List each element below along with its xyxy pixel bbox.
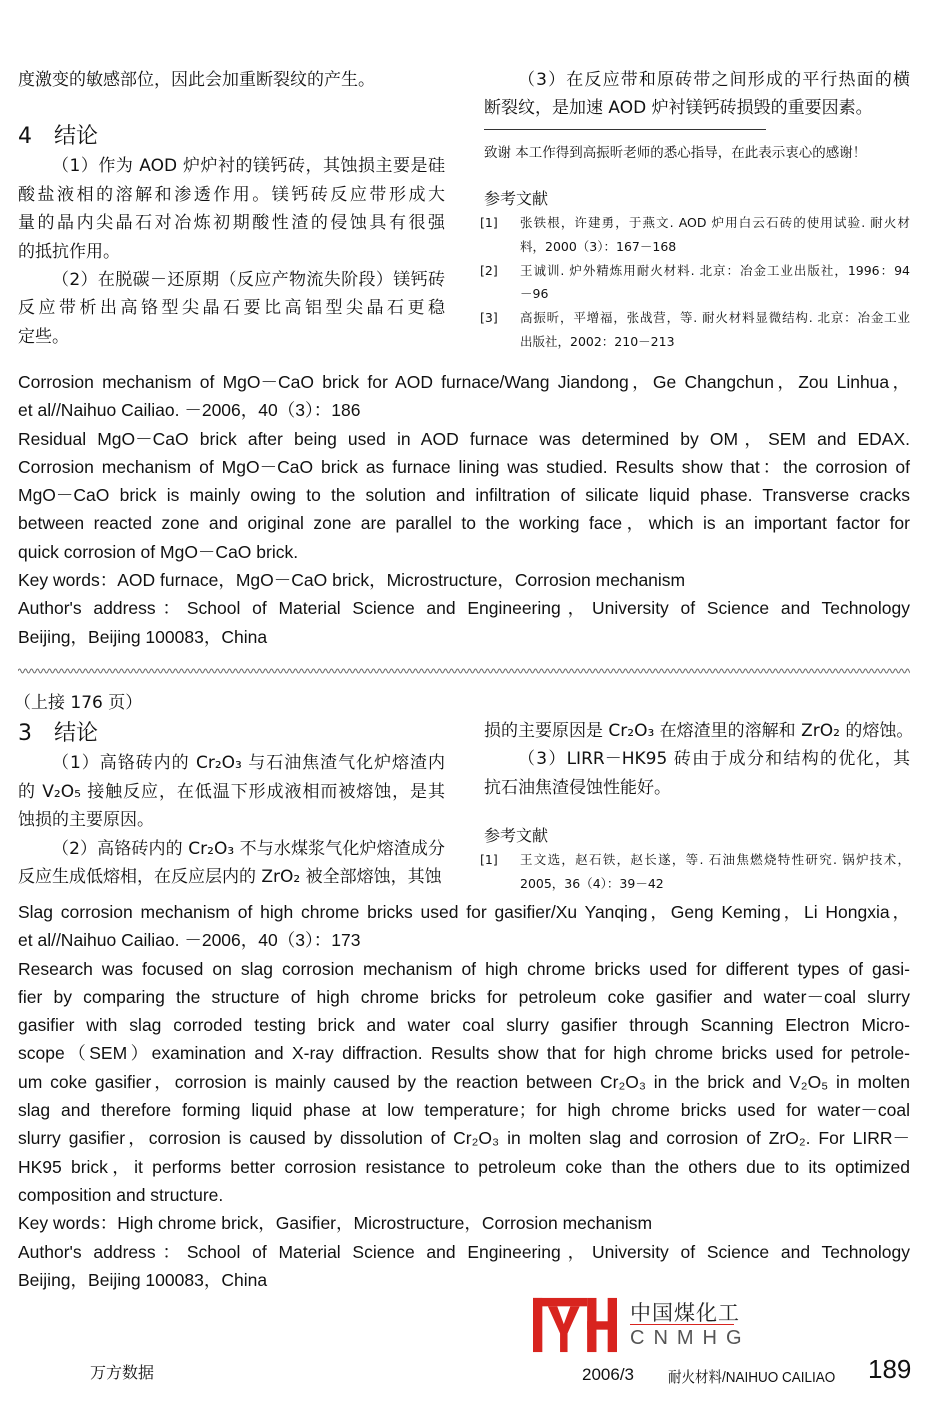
references-title: 参考文献 — [484, 826, 549, 845]
abstract-line: gasifier with slag corroded testing brick and water coal slurry gasifier through Scanning Electron Micro- — [18, 1015, 910, 1036]
abstract-line: Author's address：School of Material Science and Engineering，University of Science and Technology — [18, 598, 910, 619]
abstract-line: Key words：High chrome brick，Gasifier，Microstructure，Corrosion mechanism — [18, 1213, 653, 1234]
abstract-line: Residual MgO－CaO brick after being used in AOD furnace was determined by OM，SEM and EDAX. — [18, 428, 910, 449]
footer-issue: 2006/3 — [582, 1365, 634, 1384]
abstract-line: Research was focused on slag corrosion mechanism of high chrome bricks used for different types of gasi- — [18, 958, 910, 979]
footer-journal: 耐火材料/NAIHUO CAILIAO — [668, 1369, 836, 1386]
paragraph-line: 的 V₂O₅ 接触反应，在低温下形成液相而被熔蚀，是其 — [18, 781, 445, 802]
abstract-line: scope（SEM）examination and X-ray diffraction. Results show that for high chrome bricks used for petrole- — [18, 1043, 910, 1064]
section-number: 3 — [18, 721, 32, 747]
reference-item — [480, 211, 910, 259]
abstract-line: et al//Naihuo Cailiao. －2006，40（3）：173 — [18, 930, 361, 951]
reference-text: 高振昕，平增福，张战营，等. 耐火材料显微结构. 北京：冶金工业 — [520, 310, 910, 326]
abstract-title-line: Slag corrosion mechanism of high chrome bricks used for gasifier/Xu Yanqing，Geng Keming，Li Hongxia， — [18, 902, 910, 922]
reference-text: 张铁根，许建勇，于燕文. AOD 炉用白云石砖的使用试验. 耐火材 — [520, 215, 910, 230]
section-heading — [18, 719, 445, 749]
paragraph-line: 定些。 — [18, 326, 69, 347]
paragraph-line: （1）高铬砖内的 Cr₂O₃ 与石油焦渣气化炉熔渣内 — [52, 753, 445, 774]
logo-cn-text: 中国煤化工 — [630, 1301, 740, 1325]
abstract-line: Corrosion mechanism of MgO－CaO brick as furnace lining was studied. Results show that：the corrosion of — [18, 456, 910, 477]
reference-number: [3] — [480, 310, 498, 326]
paragraph-line: 损的主要原因是 Cr₂O₃ 在熔渣里的溶解和 ZrO₂ 的熔蚀。 — [484, 721, 914, 741]
conclusion-paragraph-3 — [484, 745, 910, 802]
reference-number: [2] — [480, 262, 498, 278]
abstract-line: et al//Naihuo Cailiao. －2006，40（3）：186 — [18, 400, 361, 421]
references-title: 参考文献 — [484, 189, 549, 208]
abstract-line: um coke gasifier，corrosion is mainly caused by the reaction between Cr₂O₃ in the brick and V₂O₅ in molten — [18, 1071, 910, 1092]
reference-text: －96 — [520, 286, 549, 302]
abstract-line: Beijing，Beijing 100083，China — [18, 1269, 268, 1290]
reference-item — [480, 259, 910, 307]
english-abstract-2 — [18, 898, 910, 1294]
paragraph-line: （2）在脱碳－还原期（反应产物流失阶段）镁钙砖 — [52, 270, 445, 291]
paragraph-line: （1）作为 AOD 炉炉衬的镁钙砖，其蚀损主要是硅 — [52, 156, 445, 177]
continued-note: （上接 176 页） — [14, 693, 143, 713]
paragraph-line: 的抵抗作用。 — [18, 241, 120, 262]
reference-number: [1] — [480, 852, 498, 867]
section-heading — [18, 122, 445, 152]
section-number: 4 — [18, 124, 32, 150]
abstract-line: slurry gasifier，corrosion is caused by dissolution of Cr₂O₃ in molten slag and corrosion of ZrO₂. For LIRR－ — [18, 1128, 910, 1149]
conclusion-paragraph-2 — [18, 835, 445, 892]
abstract-line: Author's address：School of Material Science and Engineering，University of Science and Technology — [18, 1241, 910, 1262]
paragraph-line: 抗石油焦渣侵蚀性能好。 — [484, 777, 671, 798]
paragraph-line: 反应生成低熔相，在反应层内的 ZrO₂ 被全部熔蚀，其蚀 — [18, 867, 442, 888]
reference-text: 料，2000（3）：167－168 — [520, 238, 677, 254]
paragraph-line: （3）LIRR－HK95 砖由于成分和结构的优化，其 — [518, 749, 910, 770]
abstract-line: slag and therefore forming liquid phase at low temperature；for high chrome bricks used for water－coal — [18, 1100, 910, 1121]
conclusion-paragraph-1 — [18, 749, 445, 834]
cnmhg-watermark-logo — [533, 1296, 751, 1354]
abstract-line: Beijing，Beijing 100083，China — [18, 626, 268, 647]
paragraph-line: 断裂纹，是加速 AOD 炉衬镁钙砖损毁的重要因素。 — [484, 98, 873, 119]
mh-logo-icon — [533, 1296, 617, 1354]
section-title: 结论 — [54, 124, 99, 150]
paragraph-line: 反应带析出高铬型尖晶石要比高铝型尖晶石更稳 — [18, 298, 445, 319]
footer-source: 万方数据 — [90, 1365, 155, 1382]
reference-text: 王文选，赵石铁，赵长遂，等. 石油焦燃烧特性研究. 锅炉技术， — [520, 852, 910, 867]
abstract-title-line: Corrosion mechanism of MgO－CaO brick for AOD furnace/Wang Jiandong，Ge Changchun，Zou Linhua， — [18, 372, 910, 392]
reference-text: 王诚训. 炉外精炼用耐火材料. 北京：冶金工业出版社，1996：94 — [520, 262, 910, 278]
paragraph-line: （2）高铬砖内的 Cr₂O₃ 不与水煤浆气化炉熔渣成分 — [52, 838, 445, 859]
abstract-line: between reacted zone and original zone are parallel to the working face，which is an important factor for — [18, 513, 910, 534]
paragraph-line: 度激变的敏感部位，因此会加重断裂纹的产生。 — [18, 70, 375, 90]
reference-list — [480, 211, 910, 354]
abstract-line: quick corrosion of MgO－CaO brick. — [18, 541, 299, 562]
reference-item — [480, 306, 910, 354]
top-left-column — [18, 66, 445, 351]
paragraph-line: 量的晶内尖晶石对冶炼初期酸性渣的侵蚀具有很强 — [18, 213, 445, 234]
reference-item — [480, 848, 910, 896]
footnote-rule — [484, 129, 766, 130]
abstract-line: HK95 brick，it performs better corrosion resistance to petroleum coke than the others due to its optimized — [18, 1156, 910, 1177]
reference-text: 出版社，2002：210－213 — [520, 333, 675, 349]
abstract-line: fier by comparing the structure of high chrome bricks for petroleum coke gasifier and water－coal slurry — [18, 986, 910, 1007]
page-number: 189 — [868, 1354, 912, 1384]
abstract-line: Key words：AOD furnace，MgO－CaO brick，Microstructure，Corrosion mechanism — [18, 570, 686, 591]
conclusion-paragraph-1 — [18, 152, 445, 266]
reference-number: [1] — [480, 215, 498, 230]
paragraph-line: （3）在反应带和原砖带之间形成的平行热面的横 — [518, 70, 910, 90]
conclusion-paragraph-3 — [484, 66, 910, 123]
bottom-right-column — [484, 717, 914, 802]
logo-rule — [630, 1324, 734, 1325]
paragraph-line: 酸盐液相的溶解和渗透作用。镁钙砖反应带形成大 — [18, 184, 445, 205]
section-title: 结论 — [54, 721, 99, 747]
english-abstract-1 — [18, 368, 910, 651]
acknowledgment: 致谢 本工作得到高振昕老师的悉心指导，在此表示衷心的感谢！ — [484, 145, 867, 161]
paragraph-line: 蚀损的主要原因。 — [18, 810, 154, 831]
top-right-column — [484, 66, 910, 123]
conclusion-paragraph-2 — [18, 266, 445, 351]
abstract-line: composition and structure. — [18, 1184, 224, 1205]
reference-text: 2005，36（4）：39－42 — [520, 875, 664, 891]
reference-list — [480, 848, 910, 896]
abstract-line: MgO－CaO brick is mainly owing to the solution and infiltration of silicate liquid phase. Transverse cracks — [18, 485, 910, 506]
bottom-left-column — [14, 689, 445, 891]
logo-en-text: CNMHG — [630, 1327, 751, 1349]
section-separator — [18, 666, 910, 676]
